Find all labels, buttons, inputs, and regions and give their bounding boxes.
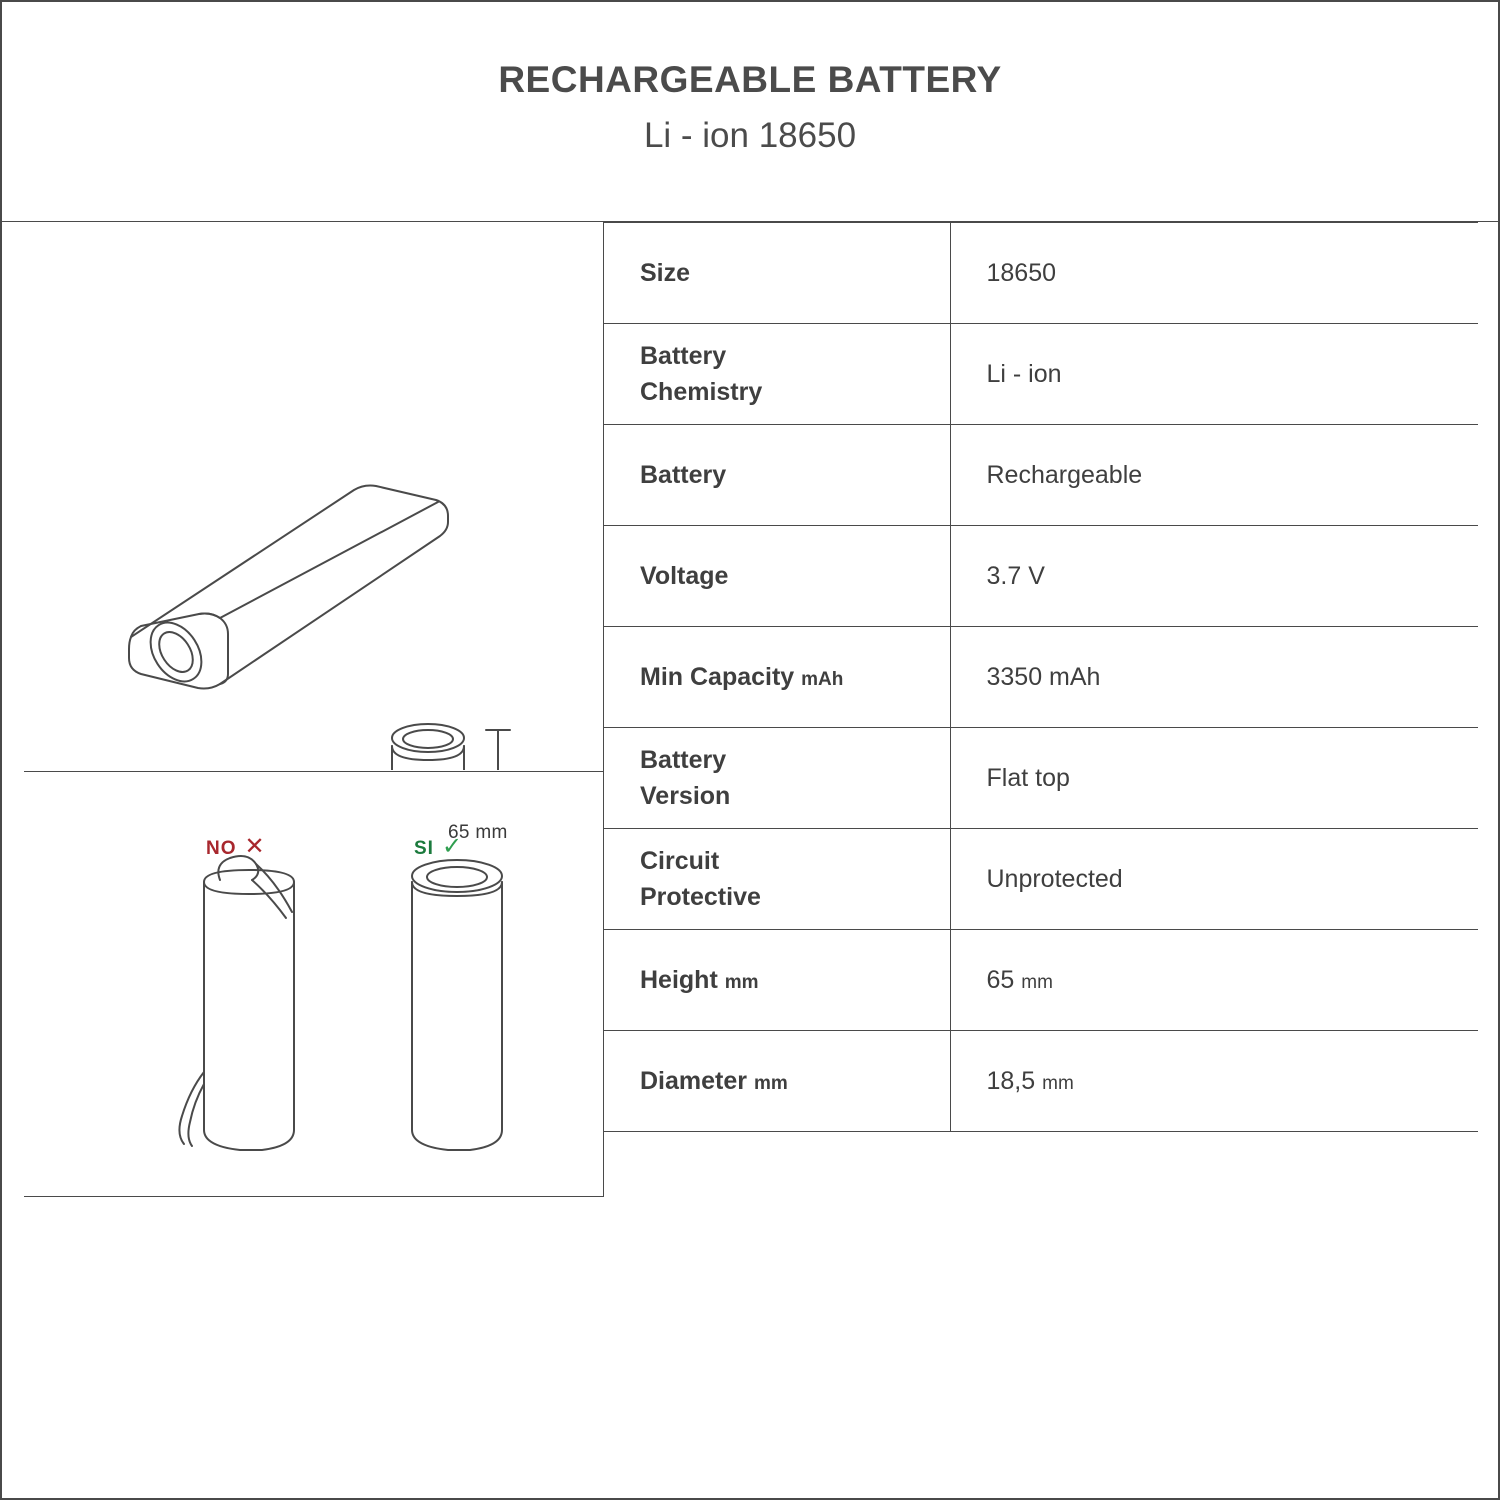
spec-value <box>950 324 1478 425</box>
spec-key-text: Circuit <box>640 846 720 875</box>
spec-key-text-line2: Protective <box>640 883 761 911</box>
spec-value-text: 3350 mAh <box>986 662 1101 691</box>
spec-value-text: Unprotected <box>986 864 1123 893</box>
spec-key-text: Voltage <box>640 561 729 590</box>
spec-key-unit: mm <box>724 971 759 993</box>
no-label <box>206 832 266 861</box>
table-row <box>604 829 1478 930</box>
specification-table <box>604 222 1478 1132</box>
spec-key-unit: mAh <box>801 668 844 690</box>
spec-value-text: 18,5 <box>986 1066 1036 1095</box>
spec-key-text: Size <box>640 258 691 287</box>
battery-flat-top <box>412 860 502 1150</box>
specification-rows <box>604 223 1478 1132</box>
spec-key <box>604 728 950 829</box>
spec-key-text: Battery <box>640 460 727 489</box>
spec-value <box>950 930 1478 1031</box>
spec-value-text: Rechargeable <box>986 460 1143 489</box>
spec-key-unit: mm <box>753 1072 788 1094</box>
spec-key <box>604 930 950 1031</box>
spec-key <box>604 627 950 728</box>
spec-key <box>604 526 950 627</box>
table-row <box>604 627 1478 728</box>
battery-illustration-panel <box>24 222 604 843</box>
spec-key <box>604 425 950 526</box>
page-header <box>2 2 1498 222</box>
battery-vertical <box>392 724 464 770</box>
spec-key <box>604 1031 950 1132</box>
table-row <box>604 324 1478 425</box>
si-text: SI <box>414 838 434 859</box>
spec-value-text: Li - ion <box>986 359 1062 388</box>
table-row <box>604 930 1478 1031</box>
spec-value-unit: mm <box>1042 1072 1074 1094</box>
page-title: RECHARGEABLE BATTERY <box>498 59 1002 100</box>
cross-icon: ✕ <box>244 833 266 860</box>
footer-blank-area <box>24 1197 1478 1480</box>
spec-key-text-line2: Chemistry <box>640 378 763 406</box>
battery-with-tabs <box>179 856 294 1150</box>
spec-key <box>604 324 950 425</box>
spec-value-text: Flat top <box>986 763 1070 792</box>
table-row <box>604 728 1478 829</box>
table-row <box>604 223 1478 324</box>
spec-value-unit: mm <box>1021 971 1053 993</box>
spec-value <box>950 223 1478 324</box>
spec-value <box>950 829 1478 930</box>
spec-value <box>950 526 1478 627</box>
spec-value-text: 18650 <box>986 258 1057 287</box>
battery-3d-large <box>129 486 448 691</box>
spec-value <box>950 627 1478 728</box>
tabs-comparison-panel <box>24 772 604 1197</box>
table-row <box>604 1031 1478 1132</box>
spec-key-text: Diameter <box>640 1066 747 1095</box>
spec-value <box>950 1031 1478 1132</box>
spec-value <box>950 728 1478 829</box>
spec-key-text: Height <box>640 965 718 994</box>
spec-value-text: 3.7 V <box>986 561 1045 590</box>
spec-key <box>604 223 950 324</box>
si-label <box>414 832 463 861</box>
spec-key-text: Battery <box>640 341 727 370</box>
no-text: NO <box>206 838 237 859</box>
height-dimension-line <box>486 730 510 770</box>
spec-key-text: Battery <box>640 745 727 774</box>
check-icon: ✓ <box>441 833 464 860</box>
spec-key <box>604 829 950 930</box>
page-subtitle: Li - ion 18650 <box>643 115 857 155</box>
battery-drawings <box>24 222 602 770</box>
spec-key-text-line2: Version <box>640 782 731 810</box>
table-row <box>604 425 1478 526</box>
spec-value-text: 65 <box>986 965 1015 994</box>
tabs-comparison-drawings <box>24 772 602 1195</box>
spec-key-text: Min Capacity <box>640 662 795 691</box>
height-dimension-label: 65 mm <box>448 822 508 843</box>
spec-value <box>950 425 1478 526</box>
table-row <box>604 526 1478 627</box>
